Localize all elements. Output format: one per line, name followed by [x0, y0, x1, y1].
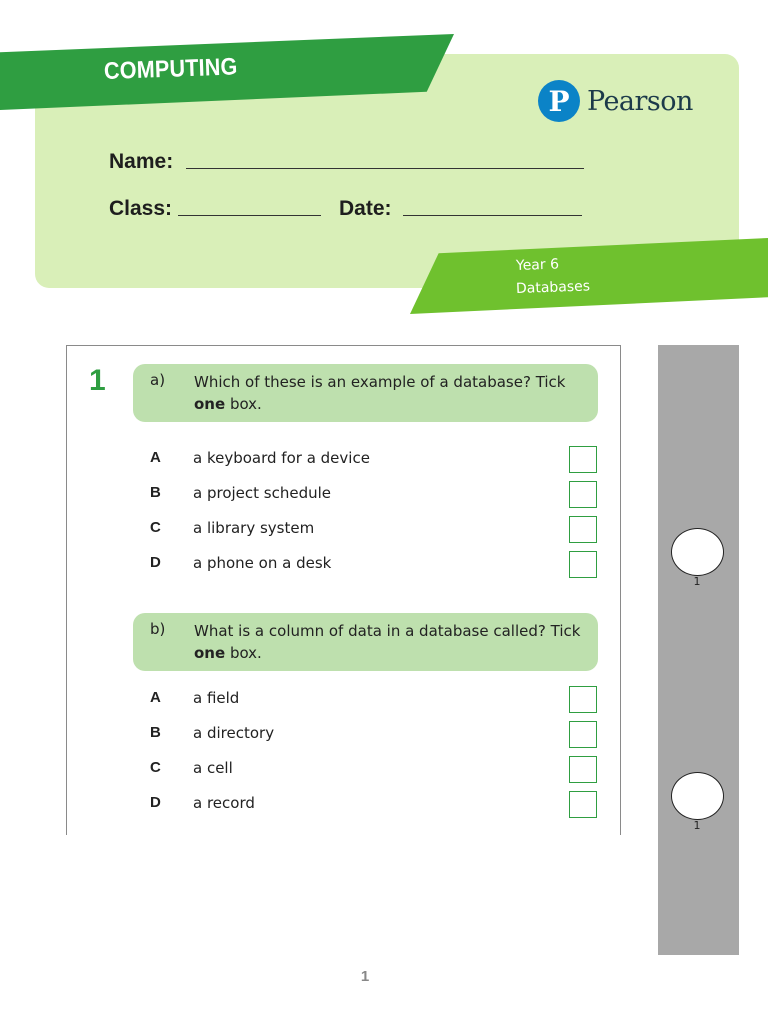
- class-label: Class:: [109, 197, 173, 220]
- name-field[interactable]: [186, 168, 584, 169]
- option-letter: B: [150, 484, 161, 501]
- tick-box[interactable]: [569, 791, 597, 818]
- option-text: a phone on a desk: [193, 554, 332, 572]
- part-label: b): [150, 620, 166, 638]
- marks-strip: [658, 345, 739, 955]
- option-text: a field: [193, 689, 240, 707]
- class-field[interactable]: [178, 215, 321, 216]
- year-label: Year 6: [515, 256, 560, 274]
- option-letter: D: [150, 794, 161, 811]
- option-text: a keyboard for a device: [193, 449, 370, 467]
- prompt-box-a: [133, 364, 598, 422]
- tick-box[interactable]: [569, 551, 597, 578]
- mark-circle[interactable]: [671, 528, 724, 576]
- option-letter: A: [150, 449, 161, 466]
- name-label: Name:: [109, 150, 174, 173]
- topic-label: Databases: [515, 278, 591, 297]
- prompt-text: Which of these is an example of a database? Tick one box.: [194, 373, 566, 413]
- mark-label: 1: [693, 819, 701, 832]
- part-label: a): [150, 371, 166, 389]
- subject-title: COMPUTING: [103, 53, 238, 85]
- option-text: a directory: [193, 724, 275, 742]
- prompt-box-b: [133, 613, 598, 671]
- option-text: a library system: [193, 519, 315, 537]
- option-letter: C: [150, 519, 161, 536]
- mark-label: 1: [693, 575, 701, 588]
- question-number: 1: [89, 364, 106, 397]
- option-text: a project schedule: [193, 484, 332, 502]
- pearson-logo-icon: P: [538, 80, 580, 122]
- option-text: a record: [193, 794, 255, 812]
- option-letter: D: [150, 554, 161, 571]
- page-number: 1: [360, 968, 370, 985]
- tick-box[interactable]: [569, 446, 597, 473]
- mark-circle[interactable]: [671, 772, 724, 820]
- tick-box[interactable]: [569, 721, 597, 748]
- brand-name: Pearson: [587, 85, 693, 117]
- option-letter: B: [150, 724, 161, 741]
- date-label: Date:: [339, 197, 392, 220]
- option-letter: A: [150, 689, 161, 706]
- option-text: a cell: [193, 759, 233, 777]
- tick-box[interactable]: [569, 516, 597, 543]
- pearson-brand: [538, 80, 693, 122]
- tick-box[interactable]: [569, 686, 597, 713]
- tick-box[interactable]: [569, 481, 597, 508]
- tick-box[interactable]: [569, 756, 597, 783]
- date-field[interactable]: [403, 215, 582, 216]
- option-letter: C: [150, 759, 161, 776]
- prompt-text: What is a column of data in a database called? Tick one box.: [194, 622, 581, 662]
